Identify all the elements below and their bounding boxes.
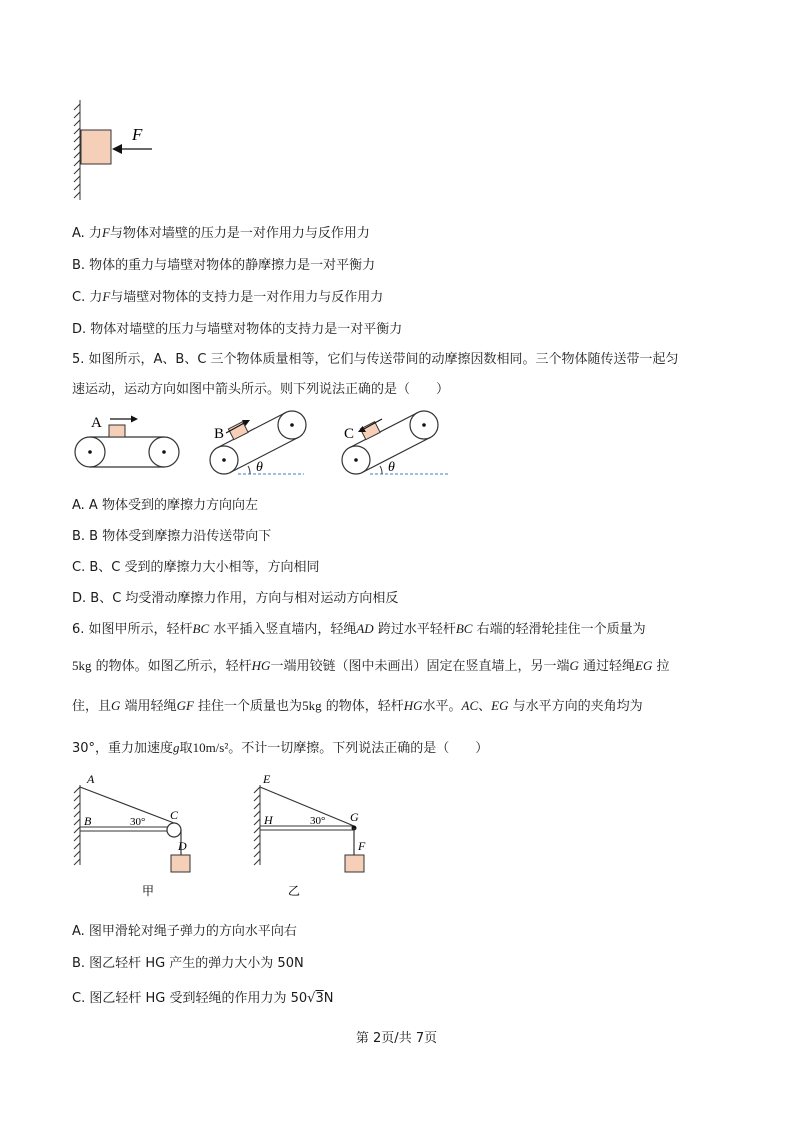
q6-option-b: B. 图乙轻杆 HG 产生的弹力大小为 50N <box>72 956 304 971</box>
block <box>81 130 111 164</box>
block-d <box>171 855 190 872</box>
svg-text:E: E <box>263 772 271 786</box>
theta-c: θ <box>388 460 395 475</box>
figure-yi <box>250 773 390 899</box>
conveyor-figures <box>70 408 460 480</box>
caption-jia: 甲 <box>142 884 155 898</box>
force-label: F <box>132 125 143 144</box>
q5-option-d: D. B、C 均受滑动摩擦力作用，方向与相对运动方向相反 <box>72 591 399 606</box>
figure-jia <box>70 773 210 899</box>
q5-option-c: C. B、C 受到的摩擦力大小相等，方向相同 <box>72 560 320 575</box>
block-f <box>345 855 364 872</box>
q6-option-a: A. 图甲滑轮对绳子弹力的方向水平向右 <box>72 924 297 939</box>
q6-stem-line3: 住，且G 端用轻绳GF 挂住一个质量也为5kg 的物体，轻杆HG水平。AC、EG 与水平方向的夹角均为 <box>72 698 643 714</box>
q5-stem-line1: 5. 如图所示，A、B、C 三个物体质量相等，它们与传送带间的动摩擦因数相同。三个物体随传送带一起匀 <box>72 352 679 367</box>
q4-option-b: B. 物体的重力与墙壁对物体的静摩擦力是一对平衡力 <box>72 258 376 273</box>
svg-text:B: B <box>84 814 92 828</box>
sqrt-sign: √ <box>307 991 316 1006</box>
svg-text:30°: 30° <box>310 815 326 827</box>
svg-text:A: A <box>87 772 95 786</box>
label-c: C <box>344 426 355 442</box>
q4-option-d: D. 物体对墙壁的压力与墙壁对物体的支持力是一对平衡力 <box>72 322 403 337</box>
caption-yi: 乙 <box>288 884 301 898</box>
label-b: B <box>214 426 225 442</box>
page-footer: 第 2页/共 7页 <box>355 1031 438 1046</box>
q4-option-a: A. 力F与物体对墙壁的压力是一对作用力与反作用力 <box>72 225 370 241</box>
q6-stem-line1: 6. 如图甲所示，轻杆BC 水平插入竖直墙内，轻绳AD 跨过水平轻杆BC 右端的轻滑轮挂住一个质量为 <box>72 621 646 637</box>
svg-text:30°: 30° <box>130 816 146 828</box>
label-a: A <box>91 415 102 431</box>
svg-text:H: H <box>264 813 273 827</box>
q6-option-c: C. 图乙轻杆 HG 受到轻绳的作用力为 50√3N <box>72 991 334 1006</box>
q6-stem-line2: 5kg 的物体。如图乙所示，轻杆HG一端用铰链（图中未画出）固定在竖直墙上，另一端G 通过轻绳EG 拉 <box>72 658 670 674</box>
theta-b: θ <box>256 460 263 475</box>
q5-option-b: B. B 物体受到摩擦力沿传送带向下 <box>72 529 272 544</box>
svg-text:F: F <box>358 839 366 853</box>
wall-block-figure <box>70 98 170 203</box>
q4-option-c: C. 力F与墙壁对物体的支持力是一对作用力与反作用力 <box>72 289 384 305</box>
q6-stem-line4: 30°，重力加速度g取10m/s²。不计一切摩擦。下列说法正确的是（ ） <box>72 740 489 756</box>
svg-text:D: D <box>178 839 187 853</box>
block-a <box>109 425 125 437</box>
q5-stem-line2: 速运动，运动方向如图中箭头所示。则下列说法正确的是（ ） <box>72 382 450 397</box>
svg-text:C: C <box>170 808 179 822</box>
svg-text:G: G <box>350 810 359 824</box>
q5-option-a: A. A 物体受到的摩擦力方向向左 <box>72 498 258 513</box>
